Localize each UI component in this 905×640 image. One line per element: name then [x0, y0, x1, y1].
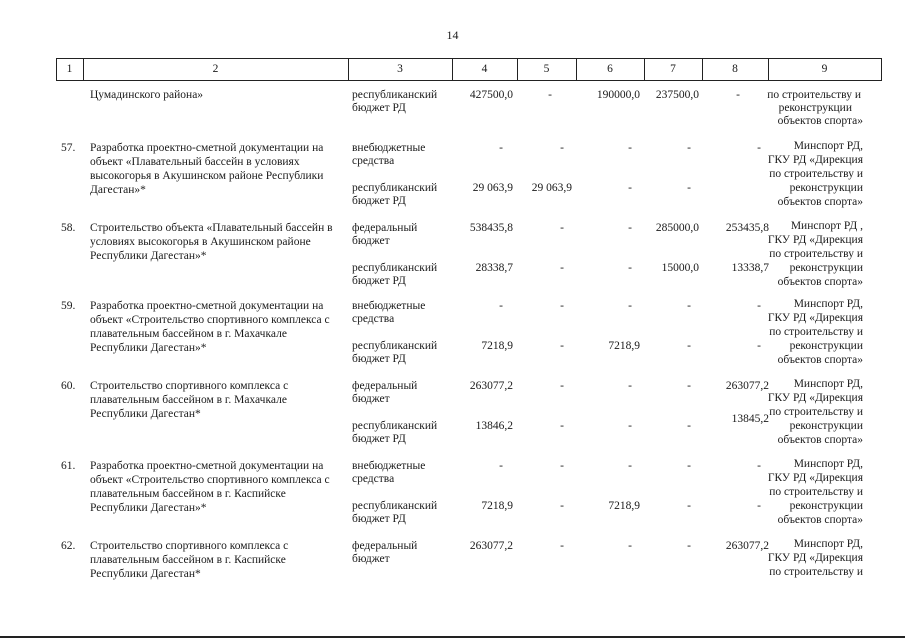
amount-cell: 7218,9	[481, 340, 513, 352]
header-col-6: 6	[607, 63, 613, 75]
responsible: Минспорт РД,	[793, 538, 863, 550]
row-description: плавательным бассейном в г. Махачкале	[90, 394, 287, 406]
funding-source: средства	[352, 313, 395, 325]
row-description: плавательным бассейном в г. Каспийске	[90, 554, 286, 566]
amount-cell: -	[687, 142, 691, 154]
responsible: по строительству и	[769, 248, 863, 260]
responsible: объектов спорта»	[777, 276, 863, 288]
row-description: объект «Строительство спортивного комплекса с	[90, 474, 330, 486]
table-header	[56, 58, 882, 81]
amount-cell: -	[499, 300, 503, 312]
amount-cell: -	[628, 182, 632, 194]
responsible: по строительству и	[769, 566, 863, 578]
row-description: Разработка проектно-сметной документации на	[90, 300, 324, 312]
row-description: Республики Дагестан»*	[90, 250, 207, 262]
amount-cell: 253435,8	[725, 222, 769, 234]
responsible: Минспорт РД,	[793, 298, 863, 310]
funding-source: внебюджетные	[352, 460, 426, 472]
row-description: Строительство спортивного комплекса с	[90, 540, 289, 552]
amount-cell: -	[687, 300, 691, 312]
cell-2027: -	[736, 89, 740, 101]
amount-cell: 13338,7	[731, 262, 769, 274]
amount-cell: -	[757, 142, 761, 154]
responsible: объектов спорта»	[777, 514, 863, 526]
responsible: реконструкции	[789, 340, 863, 352]
responsible: объектов спорта»	[777, 115, 863, 127]
funding-source: бюджет РД	[352, 195, 406, 207]
funding-source: бюджет	[352, 393, 390, 405]
responsible: ГКУ РД «Дирекция	[767, 234, 863, 246]
responsible: по строительству и	[767, 89, 861, 101]
row-description: Строительство спортивного комплекса с	[90, 380, 289, 392]
row-description: Разработка проектно-сметной документации на	[90, 460, 324, 472]
amount-cell: 7218,9	[608, 500, 640, 512]
responsible: по строительству и	[769, 326, 863, 338]
responsible: Минспорт РД,	[793, 378, 863, 390]
funding-source: бюджет РД	[352, 102, 406, 114]
amount-cell: -	[560, 262, 564, 274]
page-number: 14	[446, 28, 459, 42]
header-col-4: 4	[481, 63, 488, 75]
funding-source: республиканский	[352, 500, 438, 512]
funding-source: республиканский	[352, 89, 438, 101]
amount-cell: -	[687, 500, 691, 512]
amount-cell: -	[757, 460, 761, 472]
row-number: 57.	[61, 142, 76, 154]
responsible: ГКУ РД «Дирекция	[767, 472, 863, 484]
amount-cell: -	[628, 380, 632, 392]
row-number: 62.	[61, 540, 76, 552]
amount-cell: -	[687, 540, 691, 552]
amount-cell: 29 063,9	[472, 182, 513, 194]
row-description: Республики Дагестан»*	[90, 342, 207, 354]
responsible: объектов спорта»	[777, 434, 863, 446]
funding-source: республиканский	[352, 262, 438, 274]
amount-cell: -	[560, 380, 564, 392]
responsible: по строительству и	[769, 486, 863, 498]
amount-cell: -	[628, 460, 632, 472]
amount-cell: -	[687, 380, 691, 392]
amount-cell: 263077,2	[469, 380, 513, 392]
amount-cell: -	[687, 460, 691, 472]
responsible: Минспорт РД ,	[790, 220, 863, 232]
row-number: 58.	[61, 222, 76, 234]
row-description: Цумадинского района»	[90, 89, 204, 101]
funding-source: бюджет РД	[352, 275, 406, 287]
header-col-2: 2	[212, 63, 219, 75]
amount-cell: -	[560, 540, 564, 552]
amount-cell: -	[757, 500, 761, 512]
row-description: условиях высокогорья в Акушинском районе	[90, 236, 311, 248]
row-description: плавательным бассейном в г. Каспийске	[90, 488, 286, 500]
amount-cell: -	[499, 460, 503, 472]
row-description: Дагестан»*	[90, 184, 146, 196]
cell-total: 427500,0	[469, 89, 513, 101]
row-description: высокогорья в Акушинском районе Республики	[90, 170, 324, 182]
amount-cell: 7218,9	[481, 500, 513, 512]
header-col-7: 7	[670, 63, 676, 75]
funding-source: средства	[352, 473, 395, 485]
amount-cell: 28338,7	[475, 262, 513, 274]
funding-source: федеральный	[352, 380, 418, 392]
funding-source: бюджет	[352, 235, 390, 247]
row-description: Республики Дагестан*	[90, 408, 201, 420]
responsible: Минспорт РД,	[793, 458, 863, 470]
cell-2026: 237500,0	[655, 89, 699, 101]
responsible: объектов спорта»	[777, 196, 863, 208]
funding-source: внебюджетные	[352, 142, 426, 154]
amount-cell: 15000,0	[661, 262, 699, 274]
amount-cell: -	[560, 500, 564, 512]
header-col-3: 3	[397, 63, 403, 75]
responsible: по строительству и	[769, 406, 863, 418]
row-description: Республики Дагестан»*	[90, 502, 207, 514]
responsible: ГКУ РД «Дирекция	[767, 154, 863, 166]
row-description: Республики Дагестан*	[90, 568, 201, 580]
funding-source: средства	[352, 155, 395, 167]
amount-cell: 263077,2	[469, 540, 513, 552]
responsible: ГКУ РД «Дирекция	[767, 552, 863, 564]
cell-2025: 190000,0	[596, 89, 640, 101]
header-col-1: 1	[66, 63, 73, 75]
amount-cell: 285000,0	[655, 222, 699, 234]
funding-source: бюджет РД	[352, 353, 406, 365]
amount-cell: 29 063,9	[531, 182, 572, 194]
row-number: 59.	[61, 300, 76, 312]
row-description: плавательным бассейном в г. Махачкале	[90, 328, 287, 340]
responsible: Минспорт РД,	[793, 140, 863, 152]
amount-cell: -	[628, 142, 632, 154]
funding-source: федеральный	[352, 222, 418, 234]
responsible: реконструкции	[789, 182, 863, 194]
amount-cell: 13846,2	[475, 420, 513, 432]
row-number: 60.	[61, 380, 76, 392]
amount-cell: 263077,2	[725, 380, 769, 392]
header-col-8: 8	[732, 63, 738, 75]
funding-source: федеральный	[352, 540, 418, 552]
amount-cell: 538435,8	[469, 222, 513, 234]
responsible: ГКУ РД «Дирекция	[767, 392, 863, 404]
amount-cell: -	[560, 340, 564, 352]
funding-source: бюджет РД	[352, 513, 406, 525]
row-number: 61.	[61, 460, 76, 472]
responsible: ГКУ РД «Дирекция	[767, 312, 863, 324]
responsible: реконструкции	[789, 500, 863, 512]
responsible: объектов спорта»	[777, 354, 863, 366]
row-description: объект «Плавательный бассейн в условиях	[90, 156, 300, 168]
amount-cell: -	[560, 142, 564, 154]
header-col-9: 9	[821, 63, 828, 75]
funding-source: республиканский	[352, 420, 438, 432]
amount-cell: -	[687, 182, 691, 194]
amount-cell: -	[628, 300, 632, 312]
amount-cell: -	[628, 540, 632, 552]
cell-2024: -	[548, 89, 552, 101]
amount-cell: -	[628, 222, 632, 234]
funding-source: бюджет	[352, 553, 390, 565]
header-col-5: 5	[543, 63, 550, 75]
amount-cell: 7218,9	[608, 340, 640, 352]
amount-cell: -	[757, 340, 761, 352]
responsible: реконструкции	[789, 420, 863, 432]
amount-cell: -	[560, 460, 564, 472]
amount-cell: -	[499, 142, 503, 154]
amount-cell: -	[628, 420, 632, 432]
amount-cell: -	[757, 300, 761, 312]
amount-cell: -	[560, 420, 564, 432]
funding-source: республиканский	[352, 340, 438, 352]
funding-source: внебюджетные	[352, 300, 426, 312]
amount-cell: -	[560, 300, 564, 312]
page-bottom-border	[0, 636, 905, 638]
funding-source: бюджет РД	[352, 433, 406, 445]
row-description: Строительство объекта «Плавательный бассейн в	[90, 222, 333, 234]
amount-cell: 13845,2	[731, 413, 769, 425]
amount-cell: -	[560, 222, 564, 234]
responsible: по строительству и	[769, 168, 863, 180]
amount-cell: -	[687, 340, 691, 352]
row-description: объект «Строительство спортивного комплекса с	[90, 314, 330, 326]
responsible: реконструкции	[778, 102, 852, 114]
row-description: Разработка проектно-сметной документации на	[90, 142, 324, 154]
funding-source: республиканский	[352, 182, 438, 194]
amount-cell: -	[687, 420, 691, 432]
amount-cell: 263077,2	[725, 540, 769, 552]
responsible: реконструкции	[789, 262, 863, 274]
amount-cell: -	[628, 262, 632, 274]
